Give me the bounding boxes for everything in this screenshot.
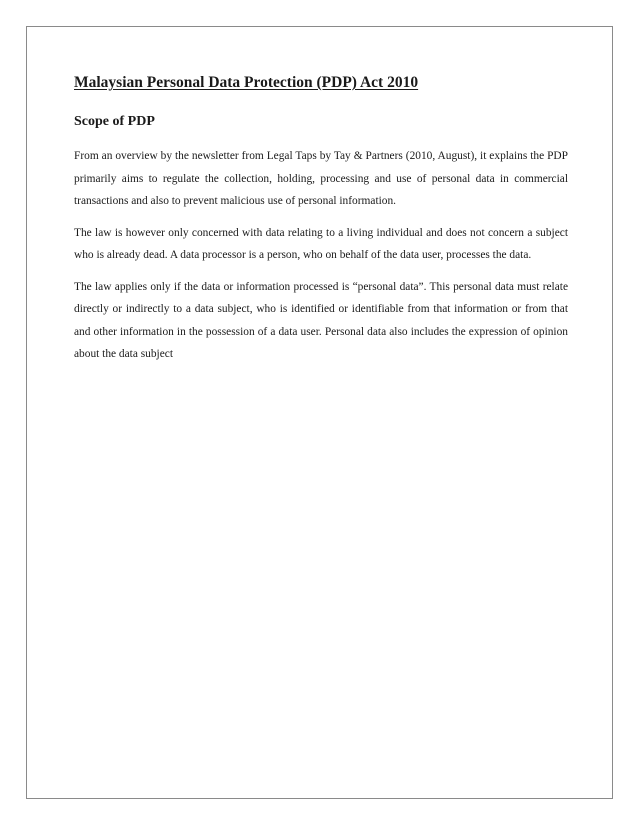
section-heading: Scope of PDP [74,114,155,129]
document-body [74,73,568,366]
paragraph-personal-data: The law applies only if the data or information processed is “personal data”. This personal data must relate directly or indirectly to a data subject, who is identified or identifiable from that information or from that and other information in the possession of a data user. Personal data also includes the expression of opinion about the data subject [74,280,568,360]
document-title: Malaysian Personal Data Protection (PDP) Act 2010 [74,74,419,91]
document-page [26,26,613,799]
paragraph-living-individual: The law is however only concerned with data relating to a living individual and does not concern a subject who is already dead. A data processor is a person, who on behalf of the data user, processes the data. [74,226,568,261]
paragraph-overview: From an overview by the newsletter from Legal Taps by Tay & Partners (2010, August), it explains the PDP primarily aims to regulate the collection, holding, processing and use of personal data in commercial transactions and also to prevent malicious use of personal information. [74,150,568,207]
